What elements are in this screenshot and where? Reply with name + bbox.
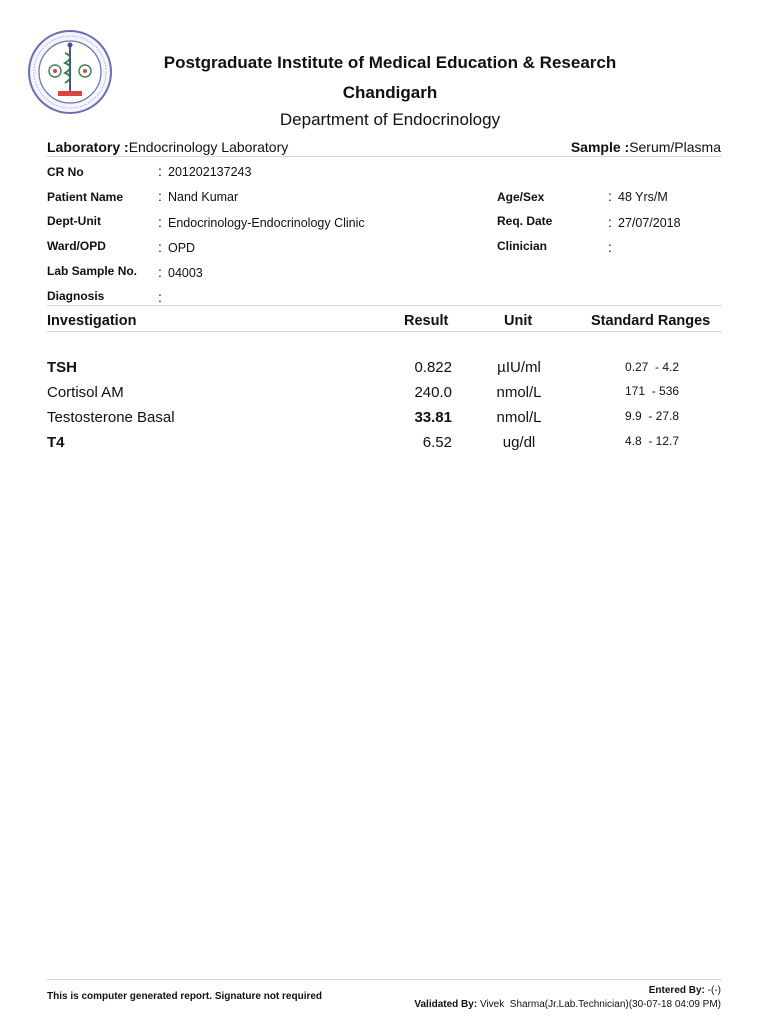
dept-unit-value: Endocrinology-Endocrinology Clinic xyxy=(168,216,365,230)
entered-by-value: -(-) xyxy=(707,985,721,996)
header-investigation: Investigation xyxy=(47,313,137,329)
divider xyxy=(47,156,722,157)
institute-city: Chandigarh xyxy=(342,83,438,102)
colon: : xyxy=(158,239,162,255)
patient-name-value: Nand Kumar xyxy=(168,190,239,204)
colon: : xyxy=(608,188,612,204)
department-title: Department of Endocrinology xyxy=(279,110,501,129)
laboratory-label: Laboratory : xyxy=(47,139,129,155)
patient-name-label: Patient Name xyxy=(47,190,124,204)
result-row-range: 4.8 - 12.7 xyxy=(625,434,680,448)
result-row-test: Cortisol AM xyxy=(47,384,124,401)
divider xyxy=(47,305,722,306)
header-result: Result xyxy=(404,313,449,329)
validated-by-value: Vivek Sharma(Jr.Lab.Technician)(30-07-18 04:09 PM) xyxy=(479,999,721,1010)
result-row-test: T4 xyxy=(47,434,65,451)
result-row-unit: µIU/ml xyxy=(497,359,541,376)
institute-logo xyxy=(27,29,113,115)
ward-opd-label: Ward/OPD xyxy=(47,239,106,253)
entered-by-label: Entered By: xyxy=(648,985,705,996)
colon: : xyxy=(608,239,612,255)
colon: : xyxy=(158,188,162,204)
result-row-unit: ug/dl xyxy=(502,434,536,451)
req-date-value: 27/07/2018 xyxy=(618,216,681,230)
result-row-value: 33.81 xyxy=(414,409,452,426)
lab-sample-no-value: 04003 xyxy=(168,266,203,280)
result-row-unit: nmol/L xyxy=(496,409,542,426)
req-date-label: Req. Date xyxy=(497,214,553,228)
result-row-range: 171 - 536 xyxy=(625,384,680,398)
ward-opd-value: OPD xyxy=(168,241,196,255)
age-sex-value: 48 Yrs/M xyxy=(618,190,668,204)
colon: : xyxy=(158,289,162,305)
result-row-test: Testosterone Basal xyxy=(47,409,175,426)
footer-divider xyxy=(47,979,722,980)
colon: : xyxy=(158,264,162,280)
header-unit: Unit xyxy=(504,313,533,329)
result-row-value: 240.0 xyxy=(414,384,452,401)
cr-no-label: CR No xyxy=(47,165,84,179)
result-row-test: TSH xyxy=(47,359,77,376)
laboratory-line xyxy=(47,139,288,155)
divider xyxy=(47,331,722,332)
colon: : xyxy=(158,163,162,179)
result-row-value: 6.52 xyxy=(422,434,452,451)
sample-label: Sample : xyxy=(570,139,630,155)
footer-note: This is computer generated report. Signature not required xyxy=(47,991,323,1002)
entered-by xyxy=(649,985,721,996)
header-standard-ranges: Standard Ranges xyxy=(591,313,711,329)
laboratory-value: Endocrinology Laboratory xyxy=(128,139,289,155)
dept-unit-label: Dept-Unit xyxy=(47,214,101,228)
lab-sample-no-label: Lab Sample No. xyxy=(47,264,138,278)
result-row-unit: nmol/L xyxy=(496,384,542,401)
result-row-range: 0.27 - 4.2 xyxy=(625,360,680,374)
colon: : xyxy=(608,214,612,230)
age-sex-label: Age/Sex xyxy=(497,190,545,204)
validated-by xyxy=(414,999,721,1010)
result-row-range: 9.9 - 27.8 xyxy=(625,409,680,423)
colon: : xyxy=(158,214,162,230)
sample-line xyxy=(571,139,721,155)
clinician-label: Clinician xyxy=(497,239,548,253)
validated-by-label: Validated By: xyxy=(414,999,478,1010)
diagnosis-label: Diagnosis xyxy=(47,289,105,303)
sample-value: Serum/Plasma xyxy=(629,139,721,155)
result-row-value: 0.822 xyxy=(414,359,452,376)
institute-name: Postgraduate Institute of Medical Education & Research xyxy=(163,53,617,72)
cr-no-value: 201202137243 xyxy=(168,165,252,179)
